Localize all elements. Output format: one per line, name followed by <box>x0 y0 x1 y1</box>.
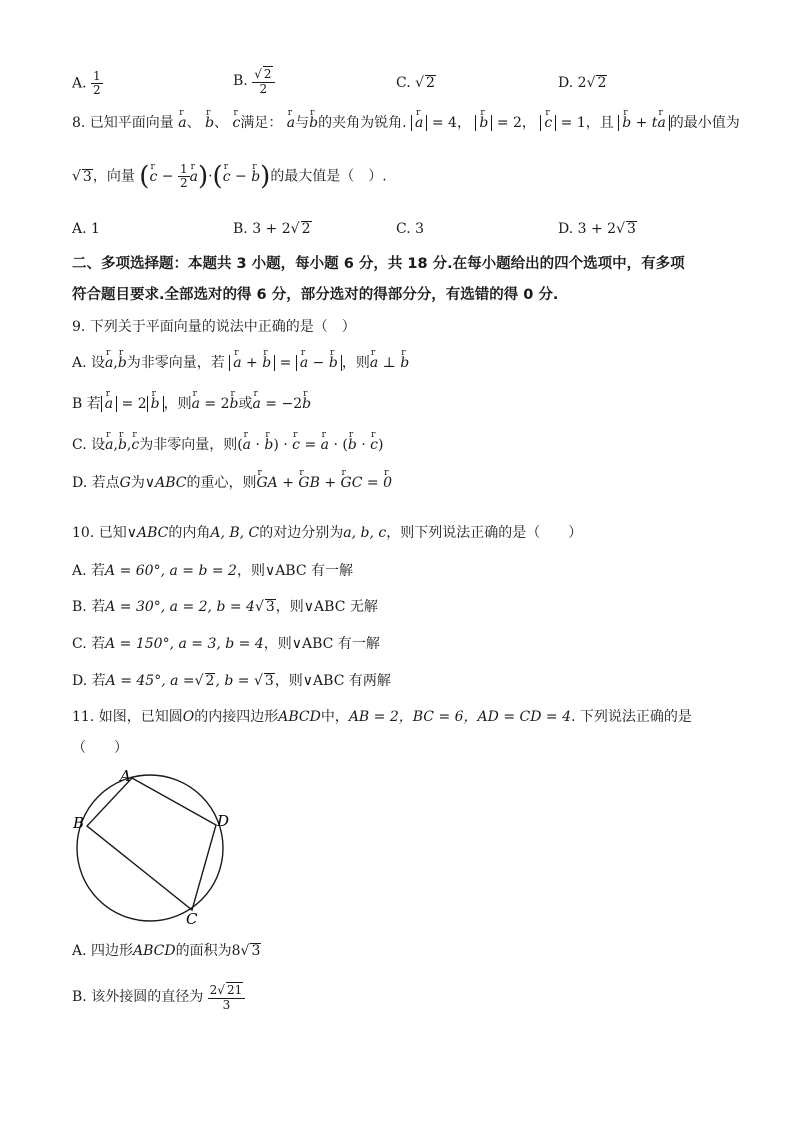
denominator: 3 <box>222 998 231 1012</box>
stem-conds: AB = 2，BC = 6，AD = CD = 4 <box>348 709 571 725</box>
option-mid: ，则 <box>163 396 192 412</box>
cond-c: = 1 <box>560 115 586 131</box>
q10-option-a <box>72 560 353 582</box>
q10-option-d: D. 若A = 45°, a =√ 2, b = √ 3，则∨ABC 有两解 <box>72 673 391 689</box>
q8-option-d: D. 3 + 2√ 3 <box>558 221 636 237</box>
left-paren: ( <box>139 161 150 192</box>
option-prefix: A. 若 <box>72 563 106 579</box>
circumcircle <box>77 775 223 921</box>
vector-b: r b <box>230 393 239 415</box>
abs-b-plus-ta <box>618 115 670 131</box>
vector-ga: r GA <box>256 472 277 494</box>
angle-text: 的夹角为锐角. <box>318 115 407 131</box>
inscribed-quadrilateral-figure <box>70 764 240 926</box>
radicand: 2 <box>301 221 311 237</box>
triangle-abc: ABC <box>155 475 187 491</box>
fraction <box>208 982 246 1012</box>
vector-b: r b <box>151 396 160 412</box>
circle-o: O <box>182 709 195 725</box>
option-label: D. <box>558 75 574 91</box>
option-label: C. <box>396 221 411 237</box>
q8-stem-line2: √ 3，向量 (r c − $\frac{1}{2}$ r a)·(r c − r b)的最大值是（ ）. <box>72 163 387 190</box>
radicand: 3 <box>627 221 636 237</box>
q8-stem-line1: 8. 已知平面向量 r a、 r b、 r c满足： r a与r b的夹角为锐角. r a = 4， r b = 2， r c = 1，且 r b + tr a 的最小值为 <box>72 112 740 134</box>
denominator: 2 <box>179 176 188 190</box>
or-text: 或 <box>238 396 253 412</box>
satisfy-text: 满足： <box>240 115 283 131</box>
option-mid: 的面积为 <box>175 943 232 959</box>
abs-diff: r a − r b <box>296 355 342 371</box>
numerator: 2√ 21 <box>208 982 246 999</box>
fraction-half <box>178 163 190 190</box>
min-text: 的最小值为 <box>669 115 740 131</box>
option-prefix: C. 设 <box>72 437 106 453</box>
option-prefix: B 若 <box>72 396 101 412</box>
option-label: B. <box>233 221 248 237</box>
option-mid: 为非零向量，则 <box>139 437 238 453</box>
option-result: ，则∨ABC 有一解 <box>263 636 380 652</box>
coefficient: 2 <box>577 75 587 91</box>
stem-post: . 下列说法正确的是 <box>571 709 692 725</box>
vector-c: r c <box>149 166 157 188</box>
option-label: A. <box>72 75 87 92</box>
q10-option-c <box>72 633 380 655</box>
option-value: 1 <box>91 221 100 237</box>
abs-b <box>147 396 164 412</box>
vector-a: r a <box>657 115 665 131</box>
vector-gb: r GB <box>298 472 319 494</box>
numerator: 1 <box>93 69 101 83</box>
vector-a: r a <box>190 166 198 188</box>
and-text: ，且 <box>585 115 614 131</box>
vertex-label-a: A <box>120 767 131 785</box>
vector-a: r a <box>370 352 378 374</box>
option-mid: 为非零向量，若 <box>126 355 225 371</box>
q11-option-b <box>72 982 245 1012</box>
q8-option-a <box>72 218 100 240</box>
option-prefix: B. 该外接圆的直径为 <box>72 989 204 1005</box>
cond-b: = 2 <box>496 115 522 131</box>
stem-post: ，则下列说法正确的是（ ） <box>386 525 583 541</box>
vector-a: r a <box>233 355 241 371</box>
option-result: ，则∨ABC 有两解 <box>274 673 391 689</box>
vector-c: r c <box>370 434 378 456</box>
option-mid: 为∨ <box>130 475 156 491</box>
vector-b: r b <box>251 166 260 188</box>
option-cond: A = 60°, a = b = 2 <box>105 563 237 579</box>
option-cond: A = 30°, a = 2, b = 4 <box>105 599 255 615</box>
radicand: 2 <box>263 67 272 81</box>
q11-stem <box>72 706 692 728</box>
q9-option-d: D. 若点G为∨ABC的重心，则r GA + r GB + r GC = r 0 <box>72 472 392 494</box>
vertex-label-c: C <box>186 910 198 926</box>
separator: 、 <box>186 115 201 131</box>
numerator: √ 2 <box>252 66 274 83</box>
vector-b: r b <box>348 434 357 456</box>
fraction <box>252 66 274 96</box>
vector-a: r a <box>321 434 329 456</box>
stem-pre: 11. 如图，已知圆 <box>72 709 183 725</box>
vector-c: r c <box>292 434 300 456</box>
vertex-label-b: B <box>73 814 85 832</box>
vector-b: r b <box>205 112 214 134</box>
abs-a <box>411 115 427 131</box>
vector-gc: r GC <box>341 472 363 494</box>
option-cond: A = 150°, a = 3, b = 4 <box>105 636 264 652</box>
vector-a: r a <box>287 112 295 134</box>
with-text: 与 <box>295 115 310 131</box>
right-paren: ) <box>197 161 209 192</box>
abs-a <box>101 396 117 412</box>
vector-b: r b <box>400 352 409 374</box>
quadrilateral-abcd <box>87 778 216 910</box>
point-g: G <box>119 475 131 491</box>
vector-text: ，向量 <box>92 168 135 185</box>
max-text: 的最大值是（ ）. <box>270 168 387 185</box>
right-paren: ) <box>260 161 271 192</box>
vector-a: r a <box>178 112 186 134</box>
abs-sum: r a + r b <box>229 355 275 371</box>
left-paren: ( <box>212 161 223 192</box>
vector-b: r b <box>302 393 311 415</box>
option-prefix: B. 若 <box>72 599 106 615</box>
vector-b: r b <box>118 352 127 374</box>
zero-vector: r 0 <box>383 472 392 494</box>
vector-b: r b <box>262 355 271 371</box>
vector-a: r a <box>415 115 423 131</box>
quad-abcd: ABCD <box>278 709 321 725</box>
option-result: ，则∨ABC 无解 <box>275 599 378 615</box>
vector-a: r a <box>192 393 200 415</box>
q11-answer-paren: （ ） <box>72 740 128 756</box>
q10-stem <box>72 522 582 544</box>
q8-option-b: B. 3 + 2√ 2 <box>233 221 311 237</box>
plus-t: + t <box>635 115 658 131</box>
q10-option-b: B. 若A = 30°, a = 2, b = 4√ 3，则∨ABC 无解 <box>72 599 378 615</box>
denominator: 2 <box>259 82 268 96</box>
vector-a: r a <box>105 352 113 374</box>
option-label: B. <box>233 73 248 89</box>
option-prefix: D. 若 <box>72 673 106 689</box>
option-prefix: D. 若点 <box>72 475 120 491</box>
option-cond: A = 45°, a = <box>105 673 195 689</box>
option-post: 的重心，则 <box>186 475 257 491</box>
option-result: ，则∨ABC 有一解 <box>236 563 354 579</box>
q7-option-d: D. 2√ 2 <box>558 75 607 91</box>
vector-c: r c <box>544 115 552 131</box>
coefficient: 8 <box>231 943 241 959</box>
vector-b: r b <box>479 115 488 131</box>
radicand: 3 <box>265 599 275 615</box>
option-prefix: A. 设 <box>72 355 106 371</box>
abs-b <box>475 115 492 131</box>
denominator: 2 <box>93 83 101 97</box>
q9-stem: 9. 下列关于平面向量的说法中正确的是（ ） <box>72 319 356 335</box>
vector-c: r c <box>233 112 241 134</box>
numerator: 1 <box>179 162 188 176</box>
q9-option-b: B 若r a = 2r b ，则r a = 2r b或r a = −2r b <box>72 393 311 415</box>
stem-mid2: 中， <box>320 709 349 725</box>
option-label: A. <box>72 221 87 237</box>
vector-b: r b <box>264 434 273 456</box>
abs-c <box>540 115 556 131</box>
q9-option-a: A. 设r a,r b为非零向量，若 r a + r b = r a − r b ，则r a ⊥ r b <box>72 352 409 374</box>
angles: A, B, C <box>210 525 260 541</box>
radicand: 2 <box>205 673 215 689</box>
q7-option-b <box>233 66 275 96</box>
fraction <box>91 70 103 97</box>
option-label: D. <box>558 221 574 237</box>
vector-a: r a <box>253 393 261 415</box>
section-heading-line2: 符合题目要求.全部选对的得 6 分，部分选对的得部分分，有选错的得 0 分. <box>72 287 559 303</box>
sides: a, b, c <box>343 525 387 541</box>
option-cond2: , b = <box>215 673 250 689</box>
triangle-abc: ABC <box>136 525 169 541</box>
section-heading-line1: 二、多项选择题：本题共 3 小题，每小题 6 分，共 18 分.在每小题给出的四个选项中，有多项 <box>72 256 685 272</box>
option-value: 3 + 2 <box>577 221 617 237</box>
option-prefix: C. 若 <box>72 636 106 652</box>
vector-b: r b <box>118 434 127 456</box>
vector-c: r c <box>223 166 231 188</box>
vertex-label-d: D <box>217 812 230 830</box>
stem-mid: 的内角 <box>168 525 211 541</box>
q8-intro: 8. 已知平面向量 <box>72 115 174 131</box>
q7-option-a <box>72 70 103 97</box>
radicand: 21 <box>226 983 243 997</box>
separator: 、 <box>214 115 229 131</box>
radicand: 3 <box>264 673 274 689</box>
vector-b: r b <box>329 355 338 371</box>
radicand: 2 <box>426 75 435 91</box>
radicand: 2 <box>597 75 607 91</box>
q9-option-c: C. 设r a,r b,r c为非零向量，则(r a · r b) · r c = r a · (r b · r c) <box>72 434 383 456</box>
radicand: 3 <box>251 943 261 959</box>
q11-option-a: A. 四边形ABCD的面积为8√ 3 <box>72 943 261 959</box>
quad-abcd: ABCD <box>133 943 176 959</box>
option-value: 3 + 2 <box>252 221 291 237</box>
vector-b: r b <box>309 112 318 134</box>
option-value: 3 <box>415 221 425 237</box>
stem-mid: 的内接四边形 <box>194 709 279 725</box>
radicand: 3 <box>82 168 92 185</box>
vector-c: r c <box>131 434 139 456</box>
vector-a: r a <box>105 434 113 456</box>
q7-option-c: C. √ 2 <box>396 75 435 91</box>
vector-a: r a <box>105 396 113 412</box>
option-prefix: A. 四边形 <box>72 943 134 959</box>
vector-b: r b <box>622 115 631 131</box>
option-label: C. <box>396 75 411 91</box>
cond-a: = 4 <box>431 115 457 131</box>
stem-pre: 10. 已知∨ <box>72 525 137 541</box>
q8-option-c <box>396 218 424 240</box>
coefficient: 2 <box>209 983 218 997</box>
vector-a: r a <box>243 434 251 456</box>
vector-a: r a <box>300 355 308 371</box>
option-post: ，则 <box>341 355 370 371</box>
stem-mid2: 的对边分别为 <box>259 525 344 541</box>
